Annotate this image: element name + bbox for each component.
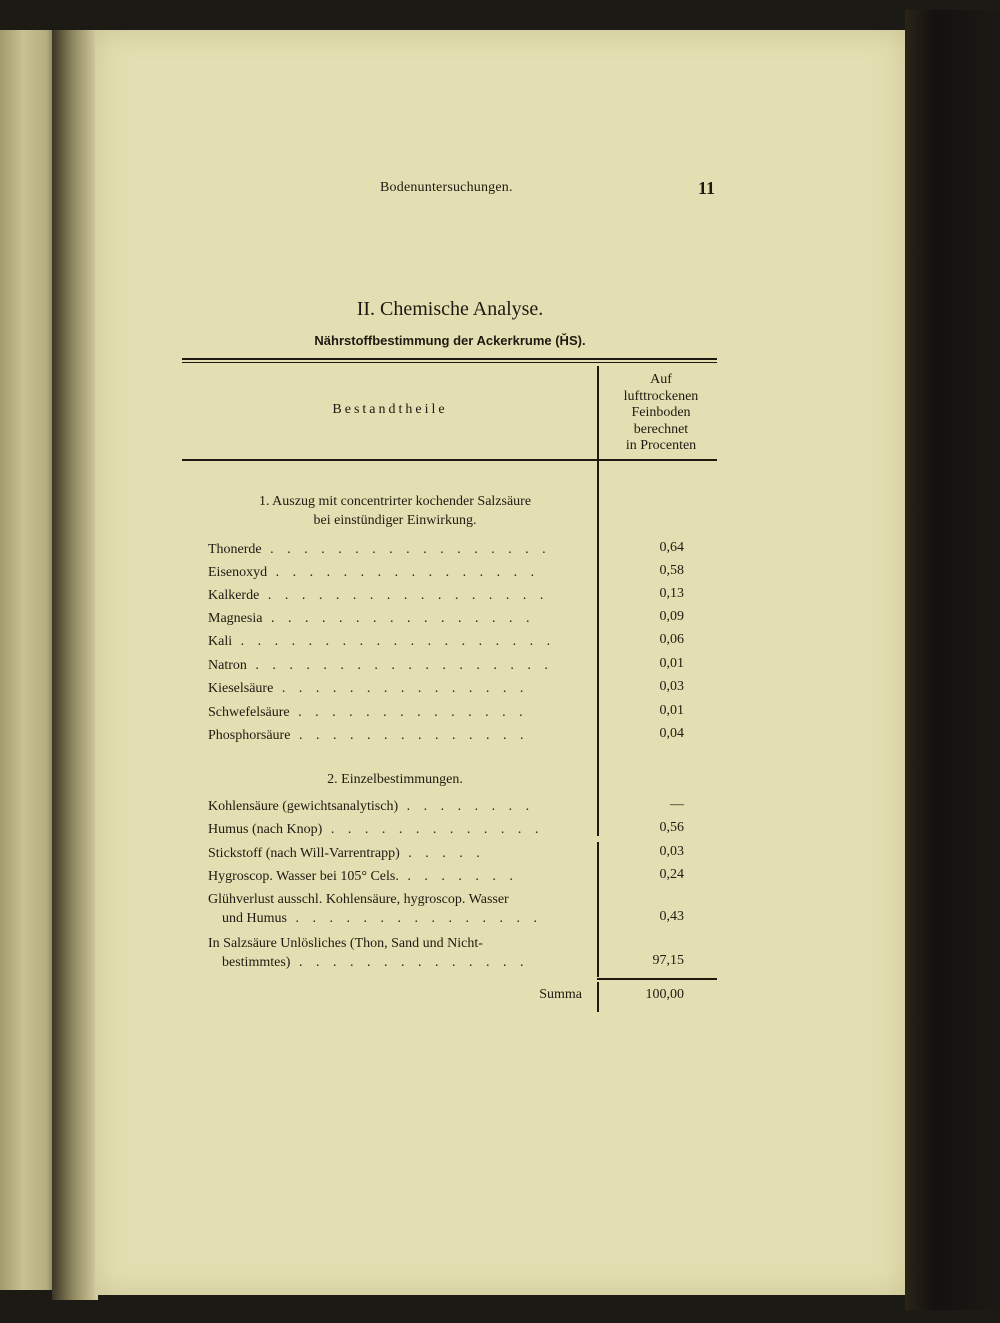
row-label: Stickstoff (nach Will-Varrentrapp) [208, 846, 400, 861]
row-label-line2: bestimmtes) [222, 955, 291, 970]
column-header-bestandtheile: Bestandtheile [332, 402, 448, 417]
row-label: Kohlensäure (gewichtsanalytisch) [208, 799, 399, 814]
group1-heading-line2: bei einstündiger Einwirkung. [313, 513, 477, 528]
section-subtitle: Nährstoffbestimmung der Ackerkrume (ȞS). [314, 333, 586, 348]
group2-heading: 2. Einzelbestimmungen. [327, 772, 463, 787]
col-head-line: Auf [650, 372, 672, 387]
row-value: 97,15 [652, 953, 684, 968]
row-value: 0,56 [659, 820, 684, 835]
row-label: Eisenoxyd [208, 565, 268, 580]
column-divider [597, 366, 599, 836]
page-number: 11 [698, 178, 716, 198]
table-row: Magnesia . . . . . . . . . . . . . . . . [208, 611, 535, 626]
row-label: Natron [208, 658, 247, 673]
header-bottom-rule [182, 459, 717, 461]
row-value: — [670, 797, 684, 812]
row-label-line1: In Salzsäure Unlösliches (Thon, Sand und Nicht- [208, 936, 483, 951]
row-label: Schwefelsäure [208, 705, 290, 720]
table-row: Natron . . . . . . . . . . . . . . . . . . [208, 658, 553, 673]
col-head-line: Feinboden [631, 405, 691, 420]
row-label-line1: Glühverlust ausschl. Kohlensäure, hygroscop. Wasser [208, 892, 509, 907]
row-value: 0,01 [659, 703, 684, 718]
column-divider-lower [597, 842, 599, 977]
table-row: Humus (nach Knop) . . . . . . . . . . . . . [208, 822, 544, 837]
table-row: Phosphorsäure . . . . . . . . . . . . . . [208, 728, 529, 743]
summa-label: Summa [539, 987, 582, 1002]
col-head-line: berechnet [633, 421, 689, 437]
table-row: Stickstoff (nach Will-Varrentrapp) . . . . . [208, 846, 485, 861]
table-row: Kali . . . . . . . . . . . . . . . . . . . [208, 634, 556, 649]
col-head-line: lufttrockenen [623, 388, 699, 404]
row-label: Hygroscop. Wasser bei 105° Cels. [208, 869, 399, 884]
table-row: Kohlensäure (gewichtsanalytisch) . . . . . . . . [208, 799, 535, 814]
row-label: Phosphorsäure [208, 728, 291, 743]
row-label: Humus (nach Knop) [208, 822, 323, 837]
row-value: 0,58 [659, 563, 684, 578]
book-cover-edge [905, 10, 1000, 1310]
summa-rule [597, 978, 717, 980]
table-row: Schwefelsäure . . . . . . . . . . . . . . [208, 705, 528, 720]
table-row: Eisenoxyd . . . . . . . . . . . . . . . . [208, 565, 540, 580]
row-label: Kalkerde [208, 588, 260, 603]
table-top-rule [182, 358, 717, 360]
book-gutter [52, 30, 98, 1300]
section-title: II. Chemische Analyse. [356, 298, 544, 320]
row-label: Kieselsäure [208, 681, 274, 696]
column-header-procent [604, 372, 718, 455]
table-row: In Salzsäure Unlösliches (Thon, Sand und Nicht- bestimmtes) . . . . . . . . . . . . . . [208, 934, 588, 972]
row-label: Thonerde [208, 542, 262, 557]
row-label: Magnesia [208, 611, 263, 626]
row-label: Kali [208, 634, 233, 649]
table-top-rule-thin [182, 362, 717, 363]
summa-value: 100,00 [645, 987, 684, 1002]
table-row: Glühverlust ausschl. Kohlensäure, hygroscop. Wasser und Humus . . . . . . . . . . . . . . . [208, 890, 588, 928]
row-value: 0,09 [659, 609, 684, 624]
table-row: Thonerde . . . . . . . . . . . . . . . . . [208, 542, 551, 557]
running-head: Bodenuntersuchungen. [380, 180, 513, 195]
group1-heading [200, 492, 590, 530]
group1-heading-line1: 1. Auszug mit concentrirter kochender Salzsäure [258, 494, 532, 509]
row-value: 0,03 [659, 679, 684, 694]
row-value: 0,06 [659, 632, 684, 647]
table-row: Kalkerde . . . . . . . . . . . . . . . . . [208, 588, 549, 603]
row-value: 0,04 [659, 726, 684, 741]
row-value: 0,24 [659, 867, 684, 882]
table-row: Hygroscop. Wasser bei 105° Cels. . . . . . . . [208, 869, 518, 884]
row-label-line2: und Humus [222, 911, 287, 926]
summa-divider [597, 982, 599, 1012]
row-value: 0,01 [659, 656, 684, 671]
row-value: 0,43 [659, 909, 684, 924]
left-page-edge [0, 30, 58, 1290]
row-value: 0,13 [659, 586, 684, 601]
row-value: 0,03 [659, 844, 684, 859]
row-value: 0,64 [659, 540, 684, 555]
table-row: Kieselsäure . . . . . . . . . . . . . . . [208, 681, 529, 696]
col-head-line: in Procenten [625, 438, 697, 453]
